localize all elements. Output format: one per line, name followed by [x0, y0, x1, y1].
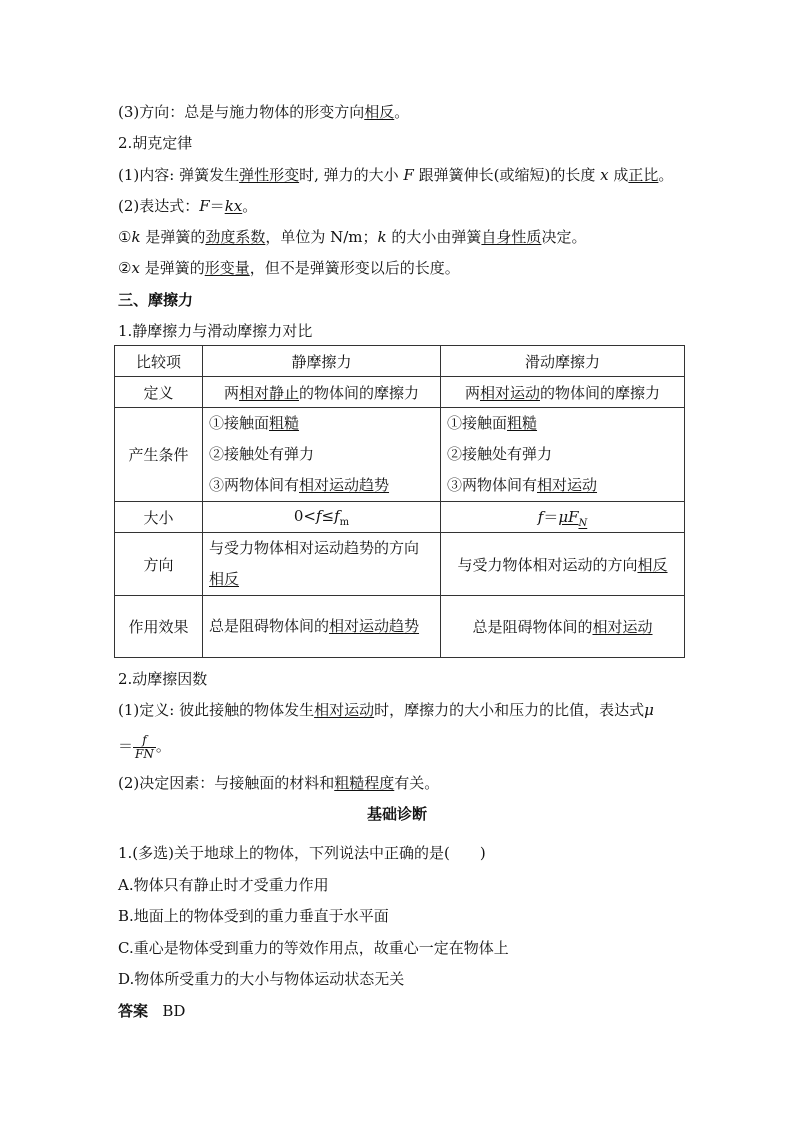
hooke-content-line: (1)内容: 弹簧发生弹性形变时, 弹力的大小 F 跟弹簧伸长(或缩短)的长度 x 成正比。	[118, 166, 674, 184]
answer-label: 答案	[118, 1002, 149, 1020]
option-c: C.重心是物体受到重力的等效作用点，故重心一定在物体上	[118, 939, 509, 957]
table-row-magnitude: 大小 $0<f\le f_m$ $f=\mu F_N$	[115, 502, 685, 533]
hooke-expression-line: (2)表达式：F＝kx。	[118, 197, 258, 215]
kinetic-conditions: ①接触面粗糙 ②接触处有弹力 ③两物体间有相对运动	[441, 408, 685, 502]
option-b: B.地面上的物体受到的重力垂直于水平面	[118, 907, 389, 925]
friction-section-heading: 三、摩擦力	[118, 291, 194, 309]
friction-comparison-table	[114, 345, 685, 658]
static-definition: 两相对静止的物体间的摩擦力	[203, 377, 441, 408]
stiffness-line: ①k 是弹簧的劲度系数，单位为 N/m；k 的大小由弹簧自身性质决定。	[118, 228, 587, 246]
option-a: A.物体只有静止时才受重力作用	[118, 876, 329, 894]
underlined-answer: 相反	[364, 103, 395, 121]
answer-line	[118, 1001, 185, 1021]
answer-value: BD	[162, 1002, 186, 1020]
table-row-effect: 作用效果 总是阻碍物体间的相对运动趋势 总是阻碍物体间的相对运动	[115, 596, 685, 658]
static-effect: 总是阻碍物体间的相对运动趋势	[203, 596, 441, 658]
kinetic-effect: 总是阻碍物体间的相对运动	[441, 596, 685, 658]
determining-factors-line: (2)决定因素：与接触面的材料和粗糙程度有关。	[118, 774, 440, 792]
coefficient-definition-line: (1)定义: 彼此接触的物体发生相对运动时，摩擦力的大小和压力的比值，表达式μ	[118, 701, 654, 719]
static-magnitude: $0<f\le f_m$	[203, 502, 441, 533]
option-d: D.物体所受重力的大小与物体运动状态无关	[118, 970, 405, 988]
header-static-friction: 静摩擦力	[203, 346, 441, 377]
hooke-law-heading: 2.胡克定律	[118, 134, 193, 152]
table-header-row	[115, 346, 685, 377]
direction-line: (3)方向：总是与施力物体的形变方向相反。	[118, 103, 410, 121]
static-direction: 与受力物体相对运动趋势的方向相反	[203, 533, 441, 596]
question-1: 1.(多选)关于地球上的物体，下列说法中正确的是( )	[118, 844, 486, 862]
deformation-line: ②x 是弹簧的形变量，但不是弹簧形变以后的长度。	[118, 259, 460, 277]
friction-coefficient-heading: 2.动摩擦因数	[118, 670, 208, 688]
section-title-basic-diagnosis: 基础诊断	[366, 805, 427, 823]
fraction: $\frac{f}{FN}$	[135, 732, 154, 761]
table-caption: 1.静摩擦力与滑动摩擦力对比	[118, 322, 313, 340]
kinetic-magnitude: $f=\mu F_N$	[441, 502, 685, 533]
header-compare-item: 比较项	[115, 346, 203, 377]
table-row-direction: 方向 与受力物体相对运动趋势的方向相反 与受力物体相对运动的方向相反	[115, 533, 685, 596]
static-conditions: ①接触面粗糙 ②接触处有弹力 ③两物体间有相对运动趋势	[203, 408, 441, 502]
kinetic-direction: 与受力物体相对运动的方向相反	[441, 533, 685, 596]
table-row-definition: 定义 两相对静止的物体间的摩擦力 两相对运动的物体间的摩擦力	[115, 377, 685, 408]
table-row-conditions: 产生条件 ①接触面粗糙 ②接触处有弹力 ③两物体间有相对运动趋势 ①接触面粗糙 ②接触处有弹力 ③两物体间有相对运动	[115, 408, 685, 502]
header-kinetic-friction: 滑动摩擦力	[441, 346, 685, 377]
coefficient-formula: ＝ $\frac{f}{FN}$ 。	[118, 732, 171, 761]
kinetic-definition: 两相对运动的物体间的摩擦力	[441, 377, 685, 408]
